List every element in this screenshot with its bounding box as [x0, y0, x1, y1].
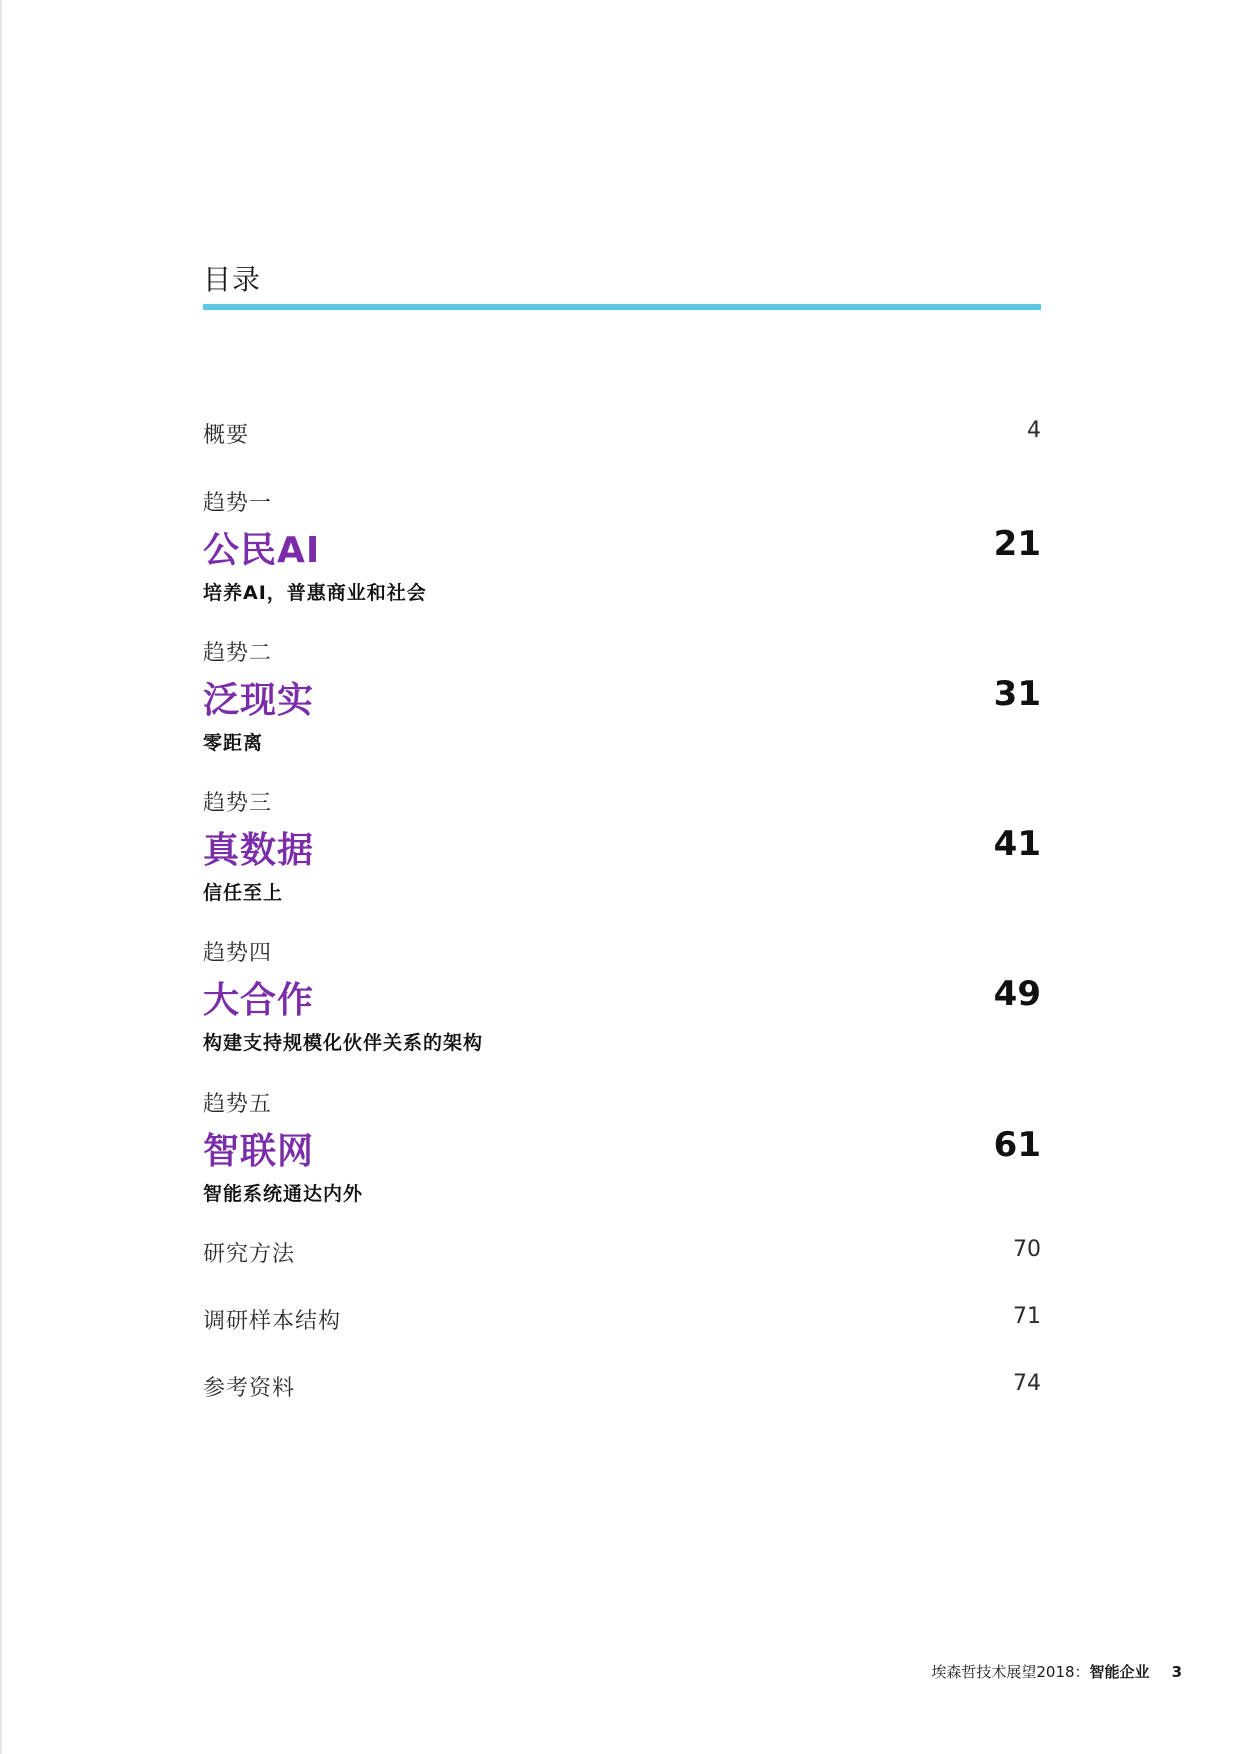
toc-heading: 目录 — [203, 263, 262, 296]
trend-subtitle: 信任至上 — [203, 882, 284, 904]
trend-subtitle: 构建支持规模化伙伴关系的架构 — [203, 1032, 484, 1054]
trend-kicker: 趋势二 — [203, 641, 273, 666]
toc-entry-trend4[interactable] — [203, 936, 1041, 1056]
trend-subtitle: 智能系统通达内外 — [203, 1183, 364, 1205]
trend-page-number: 31 — [993, 674, 1041, 714]
trend-title: 公民AI — [203, 530, 321, 571]
toc-divider — [203, 304, 1041, 310]
entry-label: 参考资料 — [203, 1376, 296, 1401]
footer-edition: 智能企业 — [1089, 1663, 1150, 1681]
entry-page-number: 71 — [1013, 1304, 1041, 1329]
toc-entry-trend5[interactable] — [203, 1087, 1041, 1207]
entry-page-number: 70 — [1013, 1237, 1041, 1262]
trend-kicker: 趋势三 — [203, 791, 273, 816]
trend-subtitle: 零距离 — [203, 732, 264, 754]
page-footer — [931, 1661, 1182, 1682]
trend-page-number: 61 — [993, 1125, 1041, 1165]
footer-publication: 埃森哲技术展望2018： — [931, 1663, 1090, 1681]
trend-page-number: 21 — [993, 524, 1041, 564]
page-edge — [0, 0, 2, 1754]
trend-kicker: 趋势一 — [203, 491, 273, 516]
trend-subtitle: 培养AI，普惠商业和社会 — [203, 582, 427, 604]
trend-page-number: 41 — [993, 824, 1041, 864]
toc-entry-trend1[interactable] — [203, 486, 1041, 606]
entry-label: 研究方法 — [203, 1242, 296, 1267]
entry-label: 概要 — [203, 423, 250, 448]
trend-title: 智联网 — [203, 1131, 315, 1172]
footer-page-number: 3 — [1171, 1663, 1182, 1681]
trend-kicker: 趋势五 — [203, 1092, 273, 1117]
toc-entry-trend2[interactable] — [203, 636, 1041, 756]
trend-kicker: 趋势四 — [203, 941, 273, 966]
trend-title: 大合作 — [203, 980, 315, 1021]
entry-page-number: 74 — [1013, 1371, 1041, 1396]
toc-entry-trend3[interactable] — [203, 786, 1041, 906]
trend-title: 泛现实 — [203, 680, 315, 721]
trend-title: 真数据 — [203, 830, 315, 871]
entry-page-number: 4 — [1027, 418, 1041, 443]
trend-page-number: 49 — [993, 974, 1041, 1014]
entry-label: 调研样本结构 — [203, 1309, 342, 1334]
